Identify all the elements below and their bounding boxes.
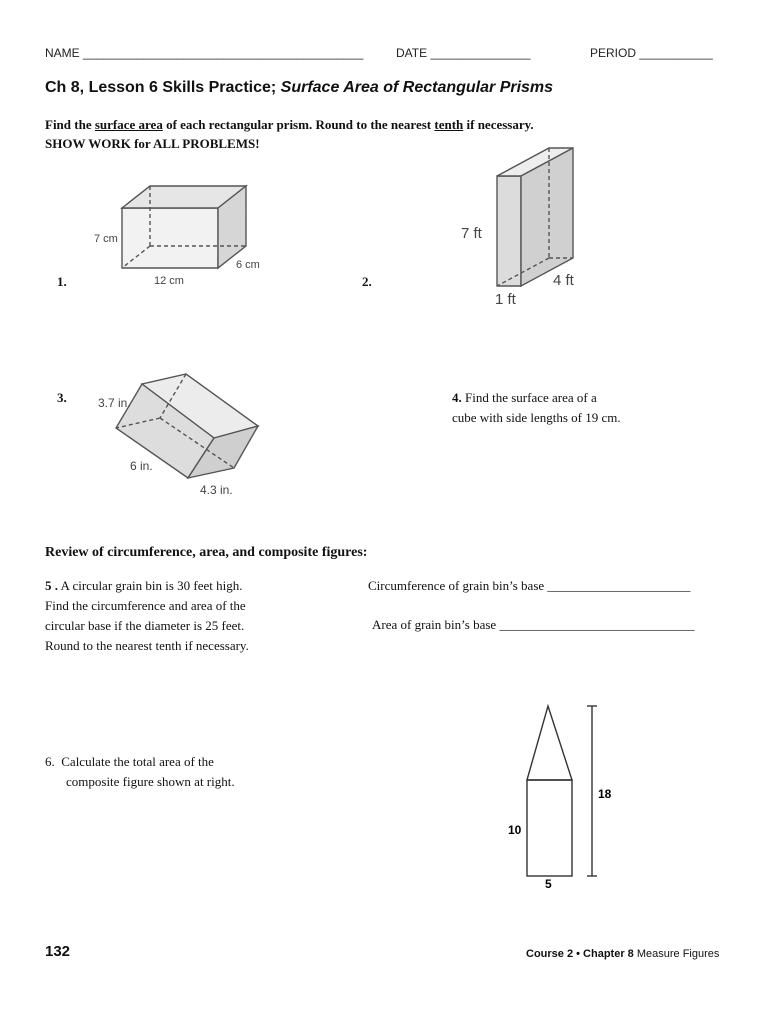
- height-dimension-line: [587, 706, 597, 876]
- problem-6-number: 6.: [45, 754, 55, 769]
- problem-3-a-label: 3.7 in.: [98, 396, 131, 410]
- composite-rectangle: [527, 780, 572, 876]
- problem-4-line-1: 4. Find the surface area of a: [452, 390, 597, 405]
- problem-4: [452, 388, 621, 428]
- review-heading: Review of circumference, area, and composite figures:: [45, 545, 368, 560]
- problem-5-line-2: Find the circumference and area of the: [45, 598, 246, 613]
- problem-2-number: 2.: [362, 274, 372, 289]
- problem-3-number: 3.: [57, 390, 67, 405]
- problem-3-b-label: 6 in.: [130, 459, 153, 473]
- problem-2-height-label: 7 ft: [461, 225, 482, 242]
- problem-3-c-label: 4.3 in.: [200, 483, 233, 497]
- footer-course: Course 2 • Chapter 8 Measure Figures: [526, 948, 720, 960]
- page-title: Ch 8, Lesson 6 Skills Practice; Surface Area of Rectangular Prisms: [45, 79, 554, 96]
- name-field[interactable]: __________________________________________: [83, 46, 364, 60]
- problem-2-prism: [455, 140, 615, 310]
- name-label: NAME __________________________________________: [45, 46, 364, 60]
- prism-2-front-face: [497, 176, 521, 286]
- total-height-label: 18: [598, 787, 612, 801]
- date-field[interactable]: _______________: [430, 46, 531, 60]
- circumference-answer: Circumference of grain bin’s base ______________________: [368, 578, 691, 593]
- area-answer-line[interactable]: ______________________________: [499, 617, 695, 632]
- period-field[interactable]: ___________: [639, 46, 713, 60]
- problem-3-prism: [90, 370, 270, 505]
- instructions-line-2: SHOW WORK for ALL PROBLEMS!: [45, 136, 260, 151]
- problem-6-line-1: 6. Calculate the total area of the: [45, 754, 214, 769]
- problem-1-height-label: 7 cm: [94, 233, 118, 245]
- composite-figure: [500, 700, 630, 895]
- problem-5-line-1: 5 . A circular grain bin is 30 feet high.: [45, 578, 243, 593]
- period-label: PERIOD ___________: [590, 46, 713, 60]
- rectangle-height-label: 10: [508, 823, 522, 837]
- width-label: 5: [545, 877, 552, 891]
- problem-1-prism: [90, 180, 290, 290]
- problem-5-number: 5 .: [45, 578, 58, 593]
- problem-6-line-2: composite figure shown at right.: [66, 774, 235, 789]
- instructions-line-1: Find the surface area of each rectangular prism. Round to the nearest tenth if necessary.: [45, 117, 534, 132]
- problem-5-line-3: circular base if the diameter is 25 feet.: [45, 618, 245, 633]
- composite-triangle: [527, 706, 572, 780]
- problem-4-number: 4.: [452, 390, 462, 405]
- problem-4-line-2: cube with side lengths of 19 cm.: [452, 410, 621, 425]
- problem-2-width-label: 1 ft: [495, 291, 516, 308]
- circumference-answer-line[interactable]: ______________________: [547, 578, 691, 593]
- problem-2-length-label: 4 ft: [553, 272, 574, 289]
- problem-5-line-4: Round to the nearest tenth if necessary.: [45, 638, 249, 653]
- problem-5: [45, 576, 249, 656]
- problem-1-number: 1.: [57, 274, 67, 289]
- problem-6: [45, 752, 235, 792]
- page-number: 132: [45, 943, 71, 960]
- prism-1-front-face: [122, 208, 218, 268]
- date-label: DATE _______________: [396, 46, 531, 60]
- area-answer: Area of grain bin’s base ______________________________: [372, 617, 695, 632]
- problem-1-depth-label: 6 cm: [236, 259, 260, 271]
- problem-1-length-label: 12 cm: [154, 275, 184, 287]
